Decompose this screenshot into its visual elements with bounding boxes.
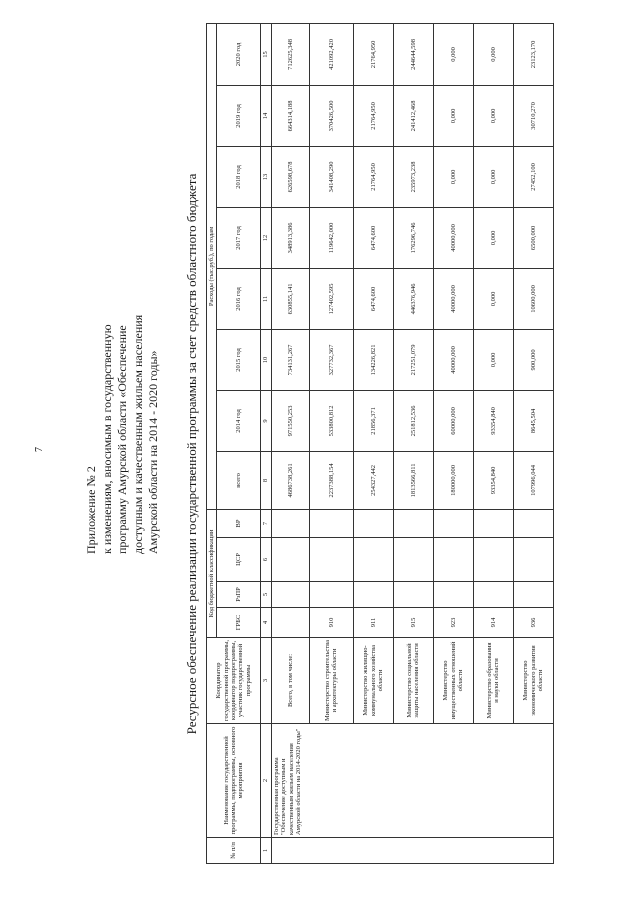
coordinator-cell: Всего, в том числе: bbox=[271, 638, 309, 724]
coordinator-cell: Министерство имущественных отношений области bbox=[433, 638, 473, 724]
header-coordinator: Координатор государственной программы, координатор подпрограммы, участник государственной программы bbox=[207, 638, 261, 724]
year-value-cell: 0,000 bbox=[433, 23, 473, 85]
year-value-cell: 119642,000 bbox=[309, 207, 353, 268]
header-rzpr: РзПР bbox=[217, 582, 261, 608]
year-value-cell: 712625,348 bbox=[271, 23, 309, 85]
coordinator-cell: Министерство образования и науки области bbox=[473, 638, 513, 724]
rzpr-cell bbox=[271, 582, 309, 608]
rzpr-cell bbox=[393, 582, 433, 608]
header-year: 2015 год bbox=[217, 329, 261, 390]
year-value-cell: 664314,188 bbox=[271, 85, 309, 146]
csr-cell bbox=[393, 538, 433, 582]
year-value-cell: 341408,290 bbox=[309, 146, 353, 207]
year-value-cell: 21856,371 bbox=[353, 390, 393, 451]
year-value-cell: 971550,253 bbox=[271, 390, 309, 451]
col-number: 11 bbox=[261, 268, 271, 329]
year-value-cell: 0,000 bbox=[473, 268, 513, 329]
total-cell: 1813566,811 bbox=[393, 451, 433, 509]
col-number: 12 bbox=[261, 207, 271, 268]
header-name: Наименование государственной программы, подпрограммы, основного мероприятия bbox=[207, 724, 261, 838]
col-number: 7 bbox=[261, 509, 271, 537]
vr-cell bbox=[309, 509, 353, 537]
year-value-cell: 10600,000 bbox=[513, 268, 553, 329]
csr-cell bbox=[473, 538, 513, 582]
year-value-cell: 0,000 bbox=[473, 23, 513, 85]
year-value-cell: 235973,238 bbox=[393, 146, 433, 207]
document-title: Ресурсное обеспечение реализации государственной программы за счет средств областного бюджета bbox=[184, 173, 199, 735]
year-value-cell: 370426,500 bbox=[309, 85, 353, 146]
year-value-cell: 244644,598 bbox=[393, 23, 433, 85]
year-value-cell: 40000,000 bbox=[433, 268, 473, 329]
year-value-cell: 21764,950 bbox=[353, 23, 393, 85]
total-cell: 2237388,154 bbox=[309, 451, 353, 509]
header-num: № п/п bbox=[207, 838, 261, 864]
year-value-cell: 176296,746 bbox=[393, 207, 433, 268]
header-year: 2019 год bbox=[217, 85, 261, 146]
year-value-cell: 8645,504 bbox=[513, 390, 553, 451]
year-value-cell: 134226,821 bbox=[353, 329, 393, 390]
vr-cell bbox=[433, 509, 473, 537]
vr-cell bbox=[353, 509, 393, 537]
grbs-cell: 923 bbox=[433, 608, 473, 638]
grbs-cell: 914 bbox=[473, 608, 513, 638]
header-year: 2017 год bbox=[217, 207, 261, 268]
total-cell: 180000,000 bbox=[433, 451, 473, 509]
vr-cell bbox=[473, 509, 513, 537]
header-budget-code: Код бюджетной классификации bbox=[207, 509, 217, 637]
col-number: 13 bbox=[261, 146, 271, 207]
grbs-cell: 910 bbox=[309, 608, 353, 638]
header-year: 2020 год bbox=[217, 23, 261, 85]
year-value-cell: 217251,079 bbox=[393, 329, 433, 390]
year-value-cell: 241412,468 bbox=[393, 85, 433, 146]
grbs-cell: 915 bbox=[393, 608, 433, 638]
coordinator-cell: Министерство социальной защиты населения области bbox=[393, 638, 433, 724]
csr-cell bbox=[433, 538, 473, 582]
page-number: 7 bbox=[34, 447, 45, 452]
header-grbs: ГРБС bbox=[217, 608, 261, 638]
year-value-cell: 348913,386 bbox=[271, 207, 309, 268]
year-value-cell: 127402,595 bbox=[309, 268, 353, 329]
rzpr-cell bbox=[309, 582, 353, 608]
col-number: 5 bbox=[261, 582, 271, 608]
appendix-line: Амурской области на 2014 - 2020 годы» bbox=[146, 350, 161, 554]
year-value-cell: 327732,367 bbox=[309, 329, 353, 390]
vr-cell bbox=[513, 509, 553, 537]
year-value-cell: 630855,141 bbox=[271, 268, 309, 329]
year-value-cell: 421092,420 bbox=[309, 23, 353, 85]
row-num-cell bbox=[271, 838, 553, 864]
year-value-cell: 0,000 bbox=[473, 146, 513, 207]
col-number: 10 bbox=[261, 329, 271, 390]
col-number: 4 bbox=[261, 608, 271, 638]
resource-table bbox=[206, 23, 554, 864]
grbs-cell: 936 bbox=[513, 608, 553, 638]
csr-cell bbox=[353, 538, 393, 582]
col-number: 9 bbox=[261, 390, 271, 451]
year-value-cell: 6500,000 bbox=[513, 207, 553, 268]
header-vr: ВР bbox=[217, 509, 261, 537]
year-value-cell: 30710,270 bbox=[513, 85, 553, 146]
col-number: 8 bbox=[261, 451, 271, 509]
rotated-page-content bbox=[84, 24, 629, 884]
year-value-cell: 734131,267 bbox=[271, 329, 309, 390]
coordinator-cell: Министерство жилищно-коммунального хозяйства области bbox=[353, 638, 393, 724]
year-value-cell: 251812,536 bbox=[393, 390, 433, 451]
year-value-cell: 60000,000 bbox=[433, 390, 473, 451]
header-year: 2016 год bbox=[217, 268, 261, 329]
rzpr-cell bbox=[433, 582, 473, 608]
col-number: 6 bbox=[261, 538, 271, 582]
year-value-cell: 0,000 bbox=[473, 85, 513, 146]
rzpr-cell bbox=[513, 582, 553, 608]
appendix-block bbox=[84, 254, 162, 554]
csr-cell bbox=[271, 538, 309, 582]
year-value-cell: 40000,000 bbox=[433, 329, 473, 390]
appendix-line: к изменениям, вносимым в государственную bbox=[99, 324, 114, 554]
rzpr-cell bbox=[473, 582, 513, 608]
year-value-cell: 6474,600 bbox=[353, 207, 393, 268]
coordinator-cell: Министерство строительства и архитектуры области bbox=[309, 638, 353, 724]
year-value-cell: 40000,000 bbox=[433, 207, 473, 268]
col-number: 14 bbox=[261, 85, 271, 146]
program-name-cell: Государственная программа "Обеспечение доступным и качественным жильем населения Амурской области на 2014-2020 годы" bbox=[271, 724, 553, 838]
year-value-cell: 0,000 bbox=[473, 207, 513, 268]
header-year: 2014 год bbox=[217, 390, 261, 451]
grbs-cell bbox=[271, 608, 309, 638]
year-value-cell: 21764,950 bbox=[353, 146, 393, 207]
vr-cell bbox=[271, 509, 309, 537]
appendix-line: доступным и качественным жильем населения bbox=[130, 314, 145, 554]
col-number: 2 bbox=[261, 724, 271, 838]
year-value-cell: 23123,170 bbox=[513, 23, 553, 85]
appendix-line: Приложение № 2 bbox=[84, 466, 98, 554]
vr-cell bbox=[393, 509, 433, 537]
column-number-row bbox=[261, 23, 271, 863]
csr-cell bbox=[309, 538, 353, 582]
col-number: 15 bbox=[261, 23, 271, 85]
csr-cell bbox=[513, 538, 553, 582]
year-value-cell: 0,000 bbox=[433, 146, 473, 207]
rzpr-cell bbox=[353, 582, 393, 608]
year-value-cell: 6474,600 bbox=[353, 268, 393, 329]
total-cell: 93354,840 bbox=[473, 451, 513, 509]
header-expenses: Расходы (тыс.руб.), по годам bbox=[207, 23, 217, 509]
table-row bbox=[271, 23, 309, 863]
year-value-cell: 533800,812 bbox=[309, 390, 353, 451]
header-csr: ЦСР bbox=[217, 538, 261, 582]
year-value-cell: 27452,100 bbox=[513, 146, 553, 207]
col-number: 3 bbox=[261, 638, 271, 724]
year-value-cell: 21764,950 bbox=[353, 85, 393, 146]
col-number: 1 bbox=[261, 838, 271, 864]
total-cell: 107996,044 bbox=[513, 451, 553, 509]
grbs-cell: 911 bbox=[353, 608, 393, 638]
year-value-cell: 900,000 bbox=[513, 329, 553, 390]
year-value-cell: 0,000 bbox=[433, 85, 473, 146]
appendix-line: программу Амурской области «Обеспечение bbox=[115, 325, 130, 554]
header-total: всего bbox=[217, 451, 261, 509]
year-value-cell: 0,000 bbox=[473, 329, 513, 390]
year-value-cell: 626598,678 bbox=[271, 146, 309, 207]
year-value-cell: 446376,946 bbox=[393, 268, 433, 329]
coordinator-cell: Министерство экономического развития области bbox=[513, 638, 553, 724]
header-year: 2018 год bbox=[217, 146, 261, 207]
total-cell: 254327,442 bbox=[353, 451, 393, 509]
year-value-cell: 93354,840 bbox=[473, 390, 513, 451]
total-cell: 4686738,261 bbox=[271, 451, 309, 509]
